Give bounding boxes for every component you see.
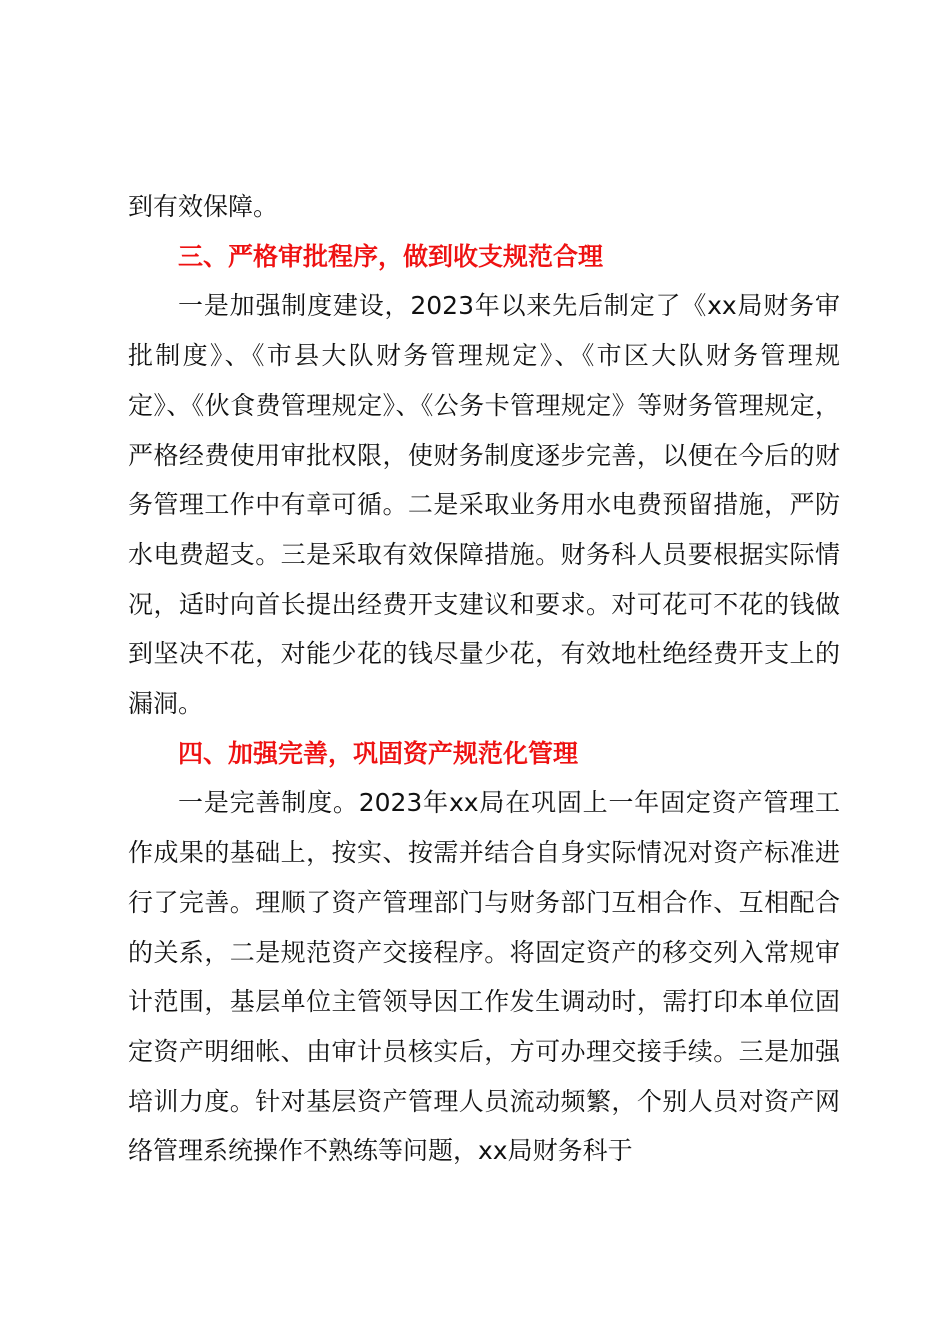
section-heading-4: 四、加强完善，巩固资产规范化管理 bbox=[178, 738, 579, 768]
section-heading-3: 三、严格审批程序，做到收支规范合理 bbox=[178, 241, 604, 271]
paragraph-section-3: 一是加强制度建设，2023年以来先后制定了《xx局财务审批制度》、《市县大队财务管理规定》、《市区大队财务管理规定》、《伙食费管理规定》、《公务卡管理规定》等财务管理规定，严格经费使用审批权限，使财务制度逐步完善，以便在今后的财务管理工作中有章可循。二是采取业务用水电费预留措施，严防水电费超支。三是采取有效保障措施。财务科人员要根据实际情况，适时向首长提出经费开支建议和要求。对可花可不花的钱做到坚决不花，对能少花的钱尽量少花，有效地杜绝经费开支上的漏洞。 bbox=[128, 291, 840, 719]
document-body bbox=[128, 182, 840, 1176]
paragraph-continuation: 到有效保障。 bbox=[128, 192, 279, 221]
paragraph-section-4: 一是完善制度。2023年xx局在巩固上一年固定资产管理工作成果的基础上，按实、按需并结合自身实际情况对资产标准进行了完善。理顺了资产管理部门与财务部门互相合作、互相配合的关系，二是规范资产交接程序。将固定资产的移交列入常规审计范围，基层单位主管领导因工作发生调动时，需打印本单位固定资产明细帐、由审计员核实后，方可办理交接手续。三是加强培训力度。针对基层资产管理人员流动频繁，个别人员对资产网络管理系统操作不熟练等问题，xx局财务科于 bbox=[128, 788, 840, 1166]
